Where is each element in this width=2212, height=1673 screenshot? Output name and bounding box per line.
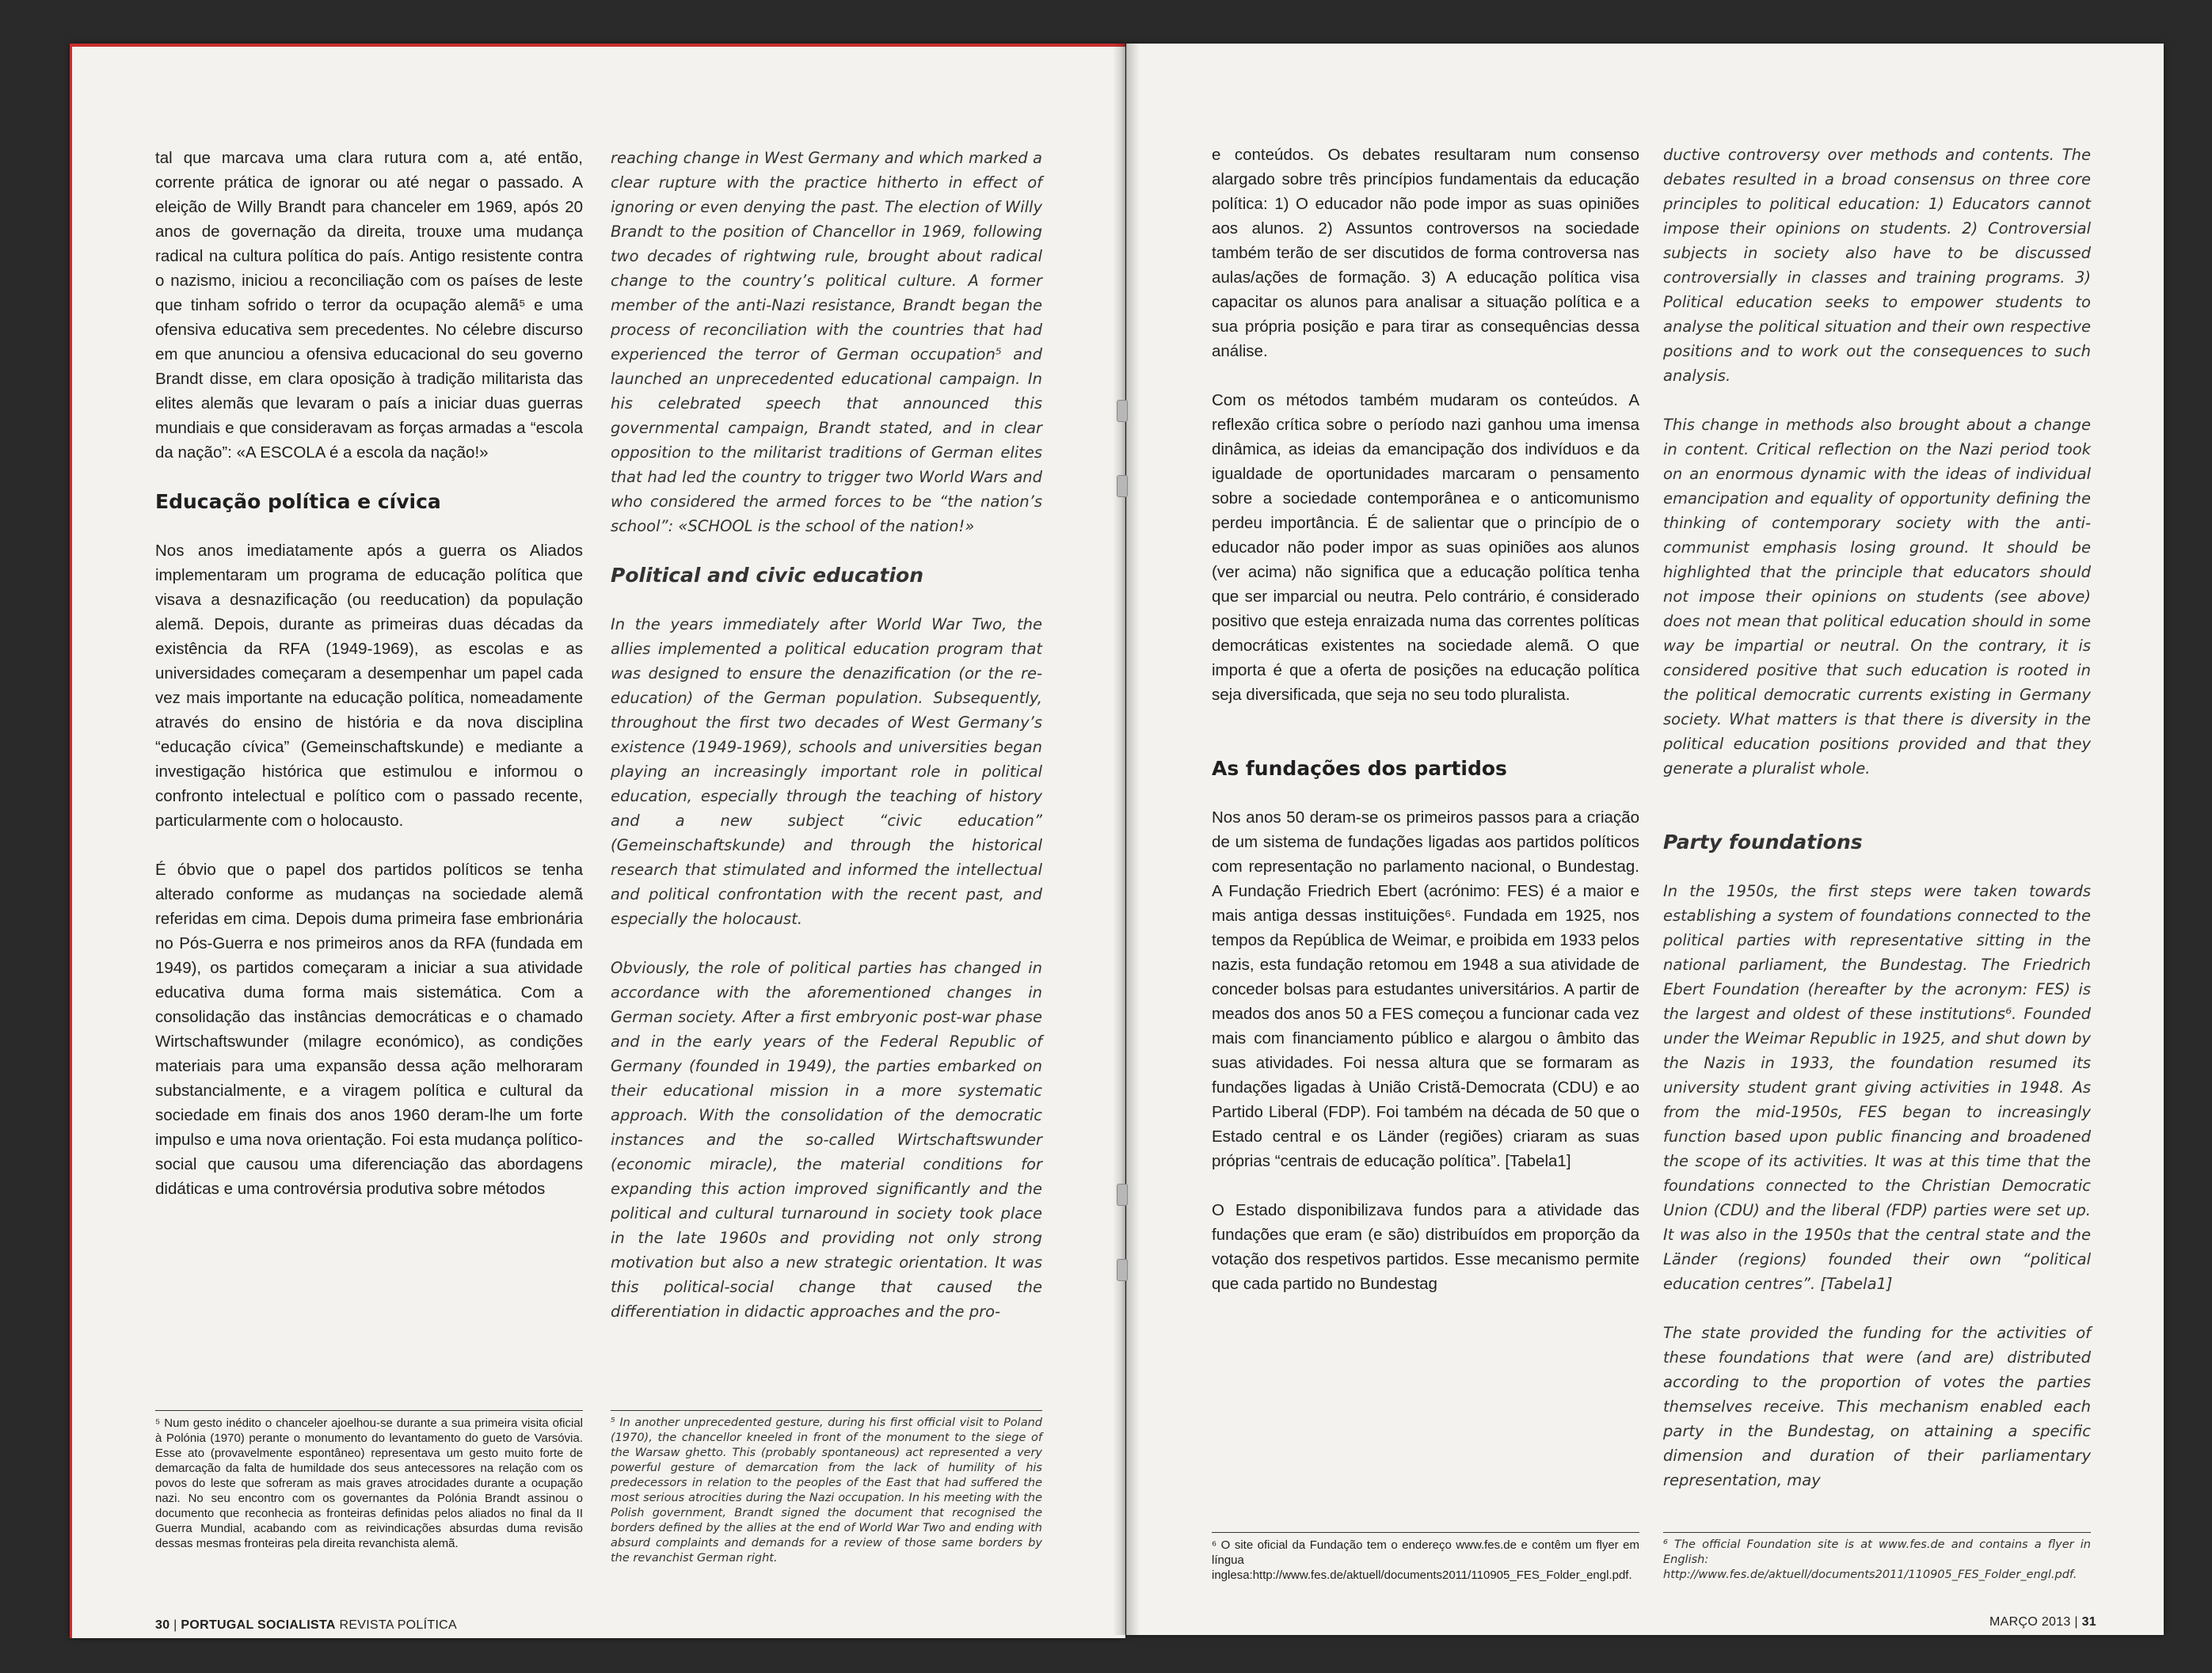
footer-separator: |: [173, 1618, 177, 1632]
staple: [1117, 1184, 1128, 1206]
page-number: 30: [155, 1618, 170, 1632]
paragraph: O Estado disponibilizava fundos para a atividade das fundações que eram (e são) distribuídos em proporção da votação dos respetivos partidos. Esse mecanismo permite que cada partido no Bundestag: [1212, 1201, 1639, 1293]
footer-separator: |: [2074, 1615, 2078, 1629]
paragraph: This change in methods also brought about a change in content. Critical reflection on the Nazi period took on an enormous dynamic with the ideas of individual emancipation and equality of opportunity defining the thinking of contemporary society with the anti-communist emphasis losing ground. It should be highlighted that the principle that educators should not impose their opinions on students (see above) does not mean that political education should in some way be impartial or neutral. On the contrary, it is considered positive that such education is rooted in the political democratic currents existing in Germany society. What matters is that there is diversity in the political education positions provided and that they generate a pluralist whole.: [1663, 416, 2091, 778]
page-footer: [1989, 1615, 2096, 1629]
section-heading: Party foundations: [1663, 831, 1863, 854]
section-heading: Political and civic education: [611, 564, 923, 587]
paragraph: Nos anos imediatamente após a guerra os Aliados implementaram um programa de educação política que visava a desnazificação (ou reeducation) da população alemã. Depois, durante as primeiras duas décadas da existência da RFA (1949-1969), as escolas e as universidades começaram a desempenhar um papel cada vez mais importante na educação política, nomeadamente através do ensino de história e da nova disciplina “educação cívica” (Gemeinschaftskunde) e mediante a investigação histórica que estimulou e informou o confronto intelectual e político com o passado recente, particularmente com o holocausto.: [155, 542, 583, 830]
footnote: ⁵ Num gesto inédito o chanceler ajoelhou-se durante a sua primeira visita oficial à Polónia (1970) perante o monumento do levantamento do gueto de Varsóvia. Esse ato (provavelmente espontâneo) representava um gesto muito forte de demarcação da falta de humildade dos seus antecessores na relação com os povos do leste que sofreram as mais graves atrocidades durante a ocupação nazi. No seu encontro com os governantes da Polónia Brandt assinou o documento que reconhecia as fronteiras definidas pelos aliados no final da II Guerra Mundial, acabando com as reivindicações absurdas duma revisão dessas mesmas fronteiras pela direita revanchista alemã.: [155, 1410, 583, 1551]
right-col-portuguese: [1212, 143, 1639, 1321]
section-heading: As fundações dos partidos: [1212, 757, 1507, 780]
footnote: ⁵ In another unprecedented gesture, during his first official visit to Poland (1970), the chancellor kneeled in front of the monument to the siege of the Warsaw ghetto. This (probably spontaneous) act represented a very powerful gesture of demarcation from the lack of humility of his predecessors in relation to the peoples of the East that had suffered the most serious atrocities during the Nazi occupation. In his meeting with the Polish government, Brandt signed the document that recognised the borders defined by the allies at the end of World War Two and ending with absurd complaints and demands for a review of those same borders by the revanchist German right.: [611, 1410, 1042, 1566]
publication-name: PORTUGAL SOCIALISTA: [181, 1618, 336, 1632]
page-footer: [155, 1618, 457, 1633]
staple: [1117, 475, 1128, 497]
left-col-english: [611, 146, 1042, 1348]
left-col-portuguese: [155, 146, 583, 1226]
paragraph: É óbvio que o papel dos partidos políticos se tenha alterado conforme as mudanças na sociedade alemã referidas em cima. Depois duma primeira fase embrionária no Pós-Guerra e nos primeiros anos da RFA (fundada em 1949), os partidos começaram a iniciar a sua atividade educativa duma forma mais sistemática. Com a consolidação das instâncias democráticas e o chamado Wirtschaftswunder (milagre económico), as condições materiais para uma expansão dessa ação melhoraram substancialmente, e a viragem política e cultural da sociedade em finais dos anos 1960 deram-lhe um forte impulso e uma nova orientação. Foi esta mudança político-social que causou uma diferenciação das abordagens didáticas e uma controvérsia produtiva sobre métodos: [155, 861, 583, 1198]
issue-date: MARÇO 2013: [1989, 1615, 2071, 1629]
paragraph: reaching change in West Germany and which marked a clear rupture with the practice hitherto in effect of ignoring or even denying the past. The election of Willy Brandt to the position of Chancellor in 1969, following two decades of rightwing rule, brought about radical change to the country’s political culture. A former member of the anti-Nazi resistance, Brandt began the process of reconciliation with the countries that had experienced the terror of German occupation⁵ and launched an unprecedented educational campaign. In his celebrated speech that announced this governmental campaign, Brandt stated, and in clear opposition to the militarist traditions of German elites that had led the country to trigger two World Wars and who considered the armed forces to be “the nation’s school”: «SCHOOL is the school of the nation!»: [611, 149, 1042, 535]
staple: [1117, 400, 1128, 422]
paragraph: In the 1950s, the first steps were taken towards establishing a system of foundations connected to the political parties with representative sitting in the national parliament, the Bundestag. The Friedrich Ebert Foundation (hereafter by the acronym: FES) is the largest and oldest of these institutions⁶. Founded under the Weimar Republic in 1925, and shut down by the Nazis in 1933, the foundation resumed its university student grant giving activities in 1948. As from the mid-1950s, FES began to increasingly function based upon public financing and broadened the scope of its activities. It was at this time that the foundations connected to the Christian Democratic Union (CDU) and the liberal (FDP) parties were set up. It was also in the 1950s that the central state and the Länder (regions) founded their own “political education centres”. [Tabela1]: [1663, 882, 2091, 1293]
paragraph: The state provided the funding for the activities of these foundations that were (and are) distributed according to the proportion of votes the parties themselves receive. This mechanism enabled each party in the Bundestag, on attaining a specific dimension and duration of their parliamentary representation, may: [1663, 1324, 2091, 1489]
section-heading: Educação política e cívica: [155, 490, 441, 513]
paragraph: Nos anos 50 deram-se os primeiros passos para a criação de um sistema de fundações ligadas aos partidos políticos com representação no parlamento nacional, o Bundestag. A Fundação Friedrich Ebert (acrónimo: FES) é a maior e mais antiga dessas instituições⁶. Fundada em 1925, nos tempos da República de Weimar, e proibida em 1933 pelos nazis, esta fundação retomou em 1948 a sua atividade de conceder bolsas para estudantes universitários. A partir de meados dos anos 50 a FES começou a funcionar cada vez mais com financiamento público e alargou o âmbito das suas atividades. Foi nessa altura que se formaram as fundações ligadas à União Cristã-Democrata (CDU) e ao Partido Liberal (FDP). Foi também na década de 50 que o Estado central e os Länder (regiões) criaram as suas próprias “centrais de educação política”. [Tabela1]: [1212, 808, 1639, 1170]
paragraph: e conteúdos. Os debates resultaram num consenso alargado sobre três princípios fundamentais da educação política: 1) O educador não pode impor as suas opiniões aos alunos. 2) Assuntos controversos na sociedade também terão de ser discutidos de forma controversa nas aulas/ações de formação. 3) A educação política visa capacitar os alunos para analisar a situação política e a sua própria posição e para tirar as consequências dessa análise.: [1212, 146, 1639, 360]
right-col-english: [1663, 143, 2091, 1517]
paragraph: ductive controversy over methods and contents. The debates resulted in a broad consensus on three core principles to political education: 1) Educators cannot impose their opinions on students. 2) Controversial subjects in society also have to be discussed controversially in classes and training programs. 3) Political education seeks to empower students to analyse the political situation and their own respective positions and to work out the consequences to such analysis.: [1663, 146, 2091, 385]
footnote: ⁶ The official Foundation site is at www.fes.de and contains a flyer in English: http://www.fes.de/aktuell/documents2011/110905_FES_Folder_engl.pdf.: [1663, 1532, 2091, 1583]
left-page: [70, 44, 1125, 1638]
paragraph: tal que marcava uma clara rutura com a, até então, corrente prática de ignorar ou até negar o passado. A eleição de Willy Brandt para chanceler em 1969, após 20 anos de governação da direita, trouxe uma mudança radical na cultura política do país. Antigo resistente contra o nazismo, iniciou a reconciliação com os países de leste que tinham sofrido o terror da ocupação alemã⁵ e uma ofensiva educativa sem precedentes. No célebre discurso em que anunciou a ofensiva educacional do seu governo Brandt disse, em clara oposição à tradição militarista das elites alemãs que levaram o país a iniciar duas guerras mundiais e que consideravam as forças armadas a “escola da nação”: «A ESCOLA é a escola da nação!»: [155, 149, 583, 462]
paragraph: Com os métodos também mudaram os conteúdos. A reflexão crítica sobre o período nazi ganhou uma imensa dinâmica, as ideias da emancipação dos indivíduos e da igualdade de oportunidades marcaram o pensamento sobre a sociedade contemporânea e o anticomunismo perdeu importância. É de salientar que o princípio de o educador não poder impor as suas opiniões aos alunos (ver acima) não significa que a educação política tenha que ser imparcial ou neutra. Pelo contrário, é considerado positivo que esteja enraizada numa das correntes políticas democráticas existentes na sociedade alemã. O que importa é que a oferta de posições na educação política seja diversificada, que seja no seu todo pluralista.: [1212, 391, 1639, 704]
right-page: [1126, 44, 2164, 1635]
footnote: ⁶ O site oficial da Fundação tem o endereço www.fes.de e contêm um flyer em língua inglesa:http://www.fes.de/aktuell/documents2011/110905_FES_Folder_engl.pdf.: [1212, 1532, 1639, 1583]
paragraph: Obviously, the role of political parties has changed in accordance with the aforementioned changes in German society. After a first embryonic post-war phase and in the early years of the Federal Republic of Germany (founded in 1949), the parties embarked on their educational mission in a more systematic approach. With the consolidation of the democratic instances and the so-called Wirtschaftswunder (economic miracle), the material conditions for expanding this action improved significantly and the political and cultural turnaround in society took place in the late 1960s and providing not only strong motivation but also a new strategic orientation. It was this political-social change that caused the differentiation in didactic approaches and the pro-: [611, 959, 1042, 1321]
staple: [1117, 1259, 1128, 1281]
paragraph: In the years immediately after World War Two, the allies implemented a political education program that was designed to ensure the denazification (or the re-education) of the German population. Subsequently, throughout the first two decades of West Germany’s existence (1949-1969), schools and universities began playing an increasingly important role in political education, especially through the teaching of history and a new subject “civic education” (Gemeinschaftskunde) and through the historical research that stimulated and informed the intellectual and political confrontation with the recent past, and especially the holocaust.: [611, 615, 1042, 928]
page-number: 31: [2081, 1615, 2096, 1629]
publication-subtitle: REVISTA POLÍTICA: [339, 1618, 458, 1632]
